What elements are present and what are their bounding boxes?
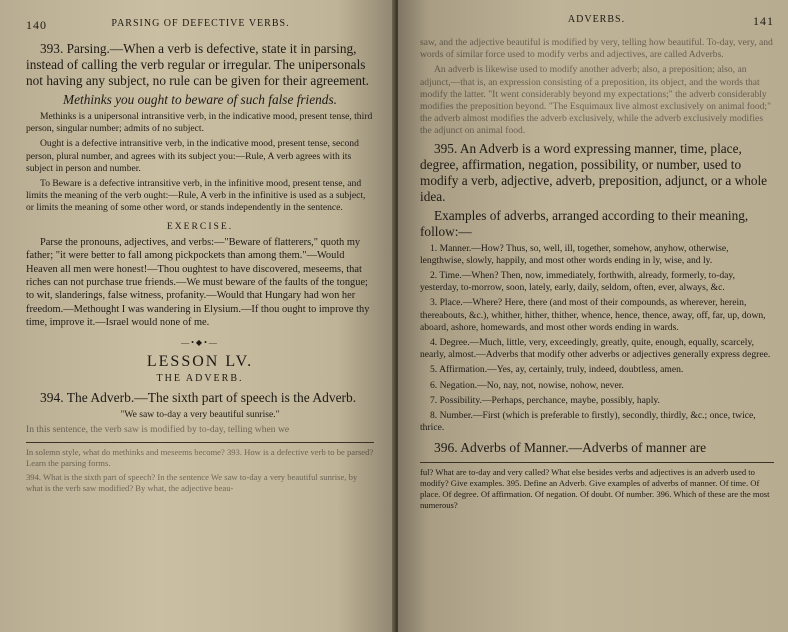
left-footnote-2: 394. What is the sixth part of speech? In the sentence We saw to-day a very beautiful sunrise, by what is the verb saw modified? By what, the adjective beau-: [26, 472, 358, 494]
list-item-possibility: 7. Possibility.—Perhaps, perchance, maybe, possibly, haply.: [430, 394, 660, 406]
footnote-rule: [26, 442, 374, 443]
left-header: [26, 18, 374, 33]
paragraph-395: 395. An Adverb is a word expressing manner, time, place, degree, affirmation, negation, possibility, or number, used to modify a verb, adjective, adverb, preposition, adjunct, or a whole idea.: [420, 140, 768, 204]
paragraph-394: 394. The Adverb.—The sixth part of speech is the Adverb.: [40, 389, 357, 405]
list-item-place: 3. Place.—Where? Here, there (and most of their compounds, as wherever, herein, thereabouts, &c.), whither, hither, thither, whence, hence, thence, away, off, far, up, down, aboard, ashore, homewards, and most other words ending in wards.: [420, 297, 766, 333]
adverb-modifiers-paragraph: An adverb is likewise used to modify another adverb; also, a preposition; also, an adjunct,—that is, an expression consisting of a preposition, its object, and the words that modify the latter. "It went considerably beyond my expectations;" the adverb considerably modifies the preposition beyond. "The Esquimaux live almost exclusively on animal food;" the adverb almost modifies the adverb exclusively, while the adverb exclusively modifies the adjunct on animal food.: [420, 64, 772, 137]
examples-intro: Examples of adverbs, arranged according to their meaning, follow:—: [420, 207, 749, 239]
quote-sentence: "We saw to-day a very beautiful sunrise.": [120, 408, 280, 420]
right-page-number: 141: [753, 14, 774, 28]
list-item-manner: 1. Manner.—How? Thus, so, well, ill, together, somehow, anyhow, otherwise, lengthwise, slowly, happily, and most other words ending in ly, wise, and ly.: [420, 242, 729, 266]
right-header: [420, 14, 774, 29]
parse-methinks: Methinks is a unipersonal intransitive verb, in the indicative mood, present tense, third person, singular number; admits of no subject.: [26, 111, 373, 135]
list-item-number: 8. Number.—First (which is preferable to firstly), secondly, thirdly, &c.; once, twice, thrice.: [420, 410, 756, 434]
list-item-affirmation: 5. Affirmation.—Yes, ay, certainly, truly, indeed, doubtless, amen.: [430, 364, 684, 376]
right-footnote: ful? What are to-day and very called? What else besides verbs and adjectives is an adverb used to modify? Give examples. 395. Define an Adverb. Give examples of adverbs of manner. Of time. Of place. Of degree. Of affirmation. Of negation. Of doubt. Of number. 396. Which of these are the most numerous?: [420, 467, 770, 511]
quote-explanation: In this sentence, the verb saw is modified by to-day, telling when we: [26, 423, 290, 435]
parse-ought: Ought is a defective intransitive verb, in the indicative mood, present tense, second person, plural number, and agrees with its subject you:—Rule, A verb agrees with its subject in person and number.: [26, 138, 359, 174]
right-running-head: ADVERBS.: [567, 14, 626, 25]
right-page: [398, 0, 788, 632]
paragraph-396: 396. Adverbs of Manner.—Adverbs of manner are: [434, 440, 707, 456]
left-footnote-1: In solemn style, what do methinks and meseems become? 393. How is a defective verb to be parsed? Learn the parsing forms.: [26, 447, 374, 469]
parse-to-beware: To Beware is a defective intransitive verb, in the infinitive mood, present tense, and limits the meaning of the verb ought:—Rule, A verb in the infinitive is used as a subject, or limits the meaning of some other word, or stands independently in the sentence.: [26, 178, 366, 214]
exercise-text: Parse the pronouns, adjectives, and verbs:—"Beware of flatterers," quoth my father; "it were better to fall among pickpockets than among them."—Would Heaven all men were honest!—Thou oughtest to have discovered, meseems, that riches can not purchase true friends.—We must beware of the faults of the tongue; to wit, slanderings, false witness, profanity.—Would that Hungary had won her freedom.—Methought I was wandering in Elysium.—If thou ought to improve thy time, improve it.—Israel would none of me.: [26, 236, 370, 329]
left-page-number: 140: [26, 18, 47, 32]
continued-paragraph: saw, and the adjective beautiful is modified by very, telling how beautiful. To-day, very, and words of similar force used to modify verbs and adjectives, are called Adverbs.: [420, 37, 773, 61]
example-sentence: Methinks you ought to beware of such false friends.: [63, 92, 337, 107]
section-ornament: —•◆•—: [181, 337, 219, 347]
list-item-time: 2. Time.—When? Then, now, immediately, forthwith, already, formerly, to-day, yesterday, to-morrow, soon, lately, early, daily, seldom, often, ever, always, &c.: [420, 270, 735, 294]
exercise-heading: EXERCISE.: [166, 220, 234, 232]
list-item-degree: 4. Degree.—Much, little, very, exceedingly, greatly, quite, enough, equally, scarcely, nearly, almost.—Adverbs that modify other adverbs or adjectives generally express degree.: [420, 337, 771, 361]
right-footnote-rule: [420, 462, 774, 463]
lesson-title: LESSON LV.: [146, 352, 254, 370]
list-item-negation: 6. Negation.—No, nay, not, nowise, nohow, never.: [430, 379, 624, 391]
paragraph-393: 393. Parsing.—When a verb is defective, state it in parsing, instead of calling the verb regular or irregular. The unipersonals not having any subject, no rule can be given for their agreement.: [26, 41, 370, 88]
left-running-head: PARSING OF DEFECTIVE VERBS.: [111, 18, 290, 29]
lesson-subtitle: THE ADVERB.: [156, 372, 244, 384]
